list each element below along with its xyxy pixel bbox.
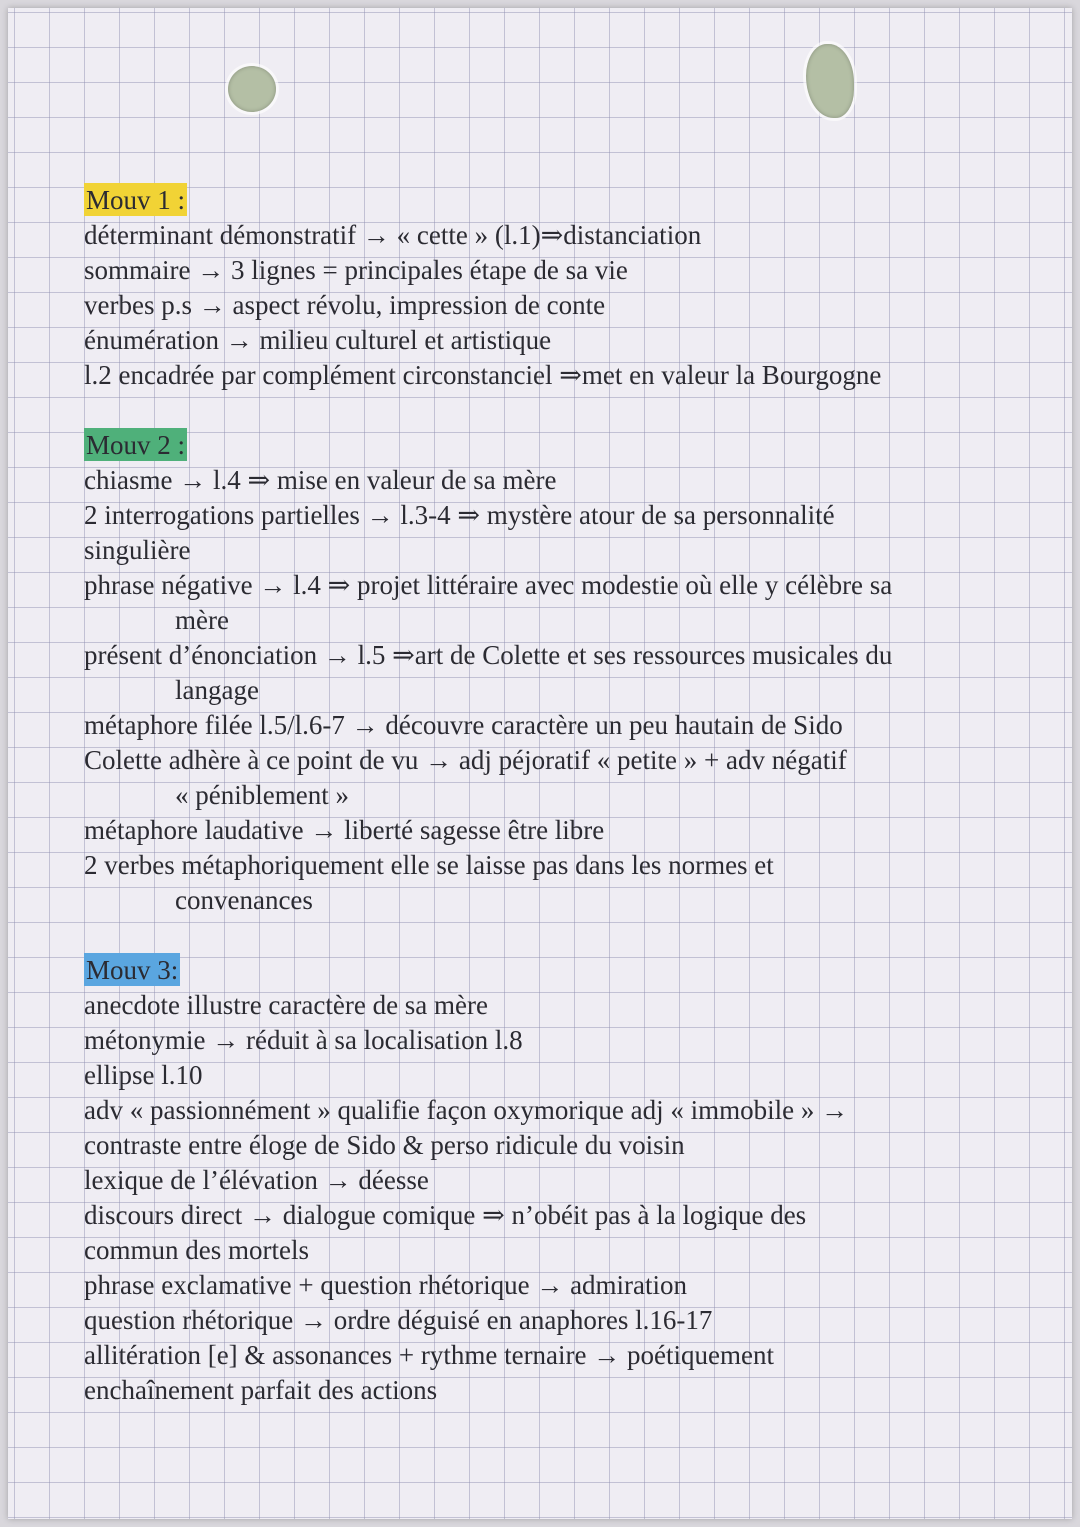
note-line: commun des mortels — [84, 1235, 309, 1265]
note-line: adv « passionnément » qualifie façon oxymorique adj « immobile » → — [84, 1095, 849, 1125]
note-line: 2 interrogations partielles → l.3-4 ⇒ mystère atour de sa personnalité — [84, 500, 835, 530]
spacer — [84, 918, 1014, 953]
heading-label: Mouv 3: — [86, 955, 179, 985]
note-line: discours direct → dialogue comique ⇒ n’obéit pas à la logique des — [84, 1200, 807, 1230]
note-line-continued: mère — [175, 605, 229, 635]
note-line: phrase négative → l.4 ⇒ projet littéraire avec modestie où elle y célèbre sa — [84, 570, 893, 600]
note-line: métaphore filée l.5/l.6-7 → découvre caractère un peu hautain de Sido — [84, 710, 843, 740]
note-line: Colette adhère à ce point de vu → adj péjoratif « petite » + adv négatif — [84, 745, 847, 775]
note-line: anecdote illustre caractère de sa mère — [84, 990, 488, 1020]
punched-hole-right — [806, 44, 854, 118]
note-line: question rhétorique → ordre déguisé en anaphores l.16-17 — [84, 1305, 713, 1335]
note-line: énumération → milieu culturel et artistique — [84, 325, 552, 355]
heading-label: Mouv 1 : — [86, 185, 186, 215]
note-line: ellipse l.10 — [84, 1060, 203, 1090]
note-line: sommaire → 3 lignes = principales étape de sa vie — [84, 255, 628, 285]
punched-hole-left — [228, 66, 276, 112]
note-line: 2 verbes métaphoriquement elle se laisse pas dans les normes et — [84, 850, 774, 880]
section-heading-mouv-2 — [84, 428, 1014, 463]
notes-content — [84, 183, 1014, 1408]
note-line: contraste entre éloge de Sido & perso ridicule du voisin — [84, 1130, 685, 1160]
note-line: enchaînement parfait des actions — [84, 1375, 438, 1405]
note-line: verbes p.s → aspect révolu, impression de conte — [84, 290, 606, 320]
note-line: déterminant démonstratif → « cette » (l.1)⇒distanciation — [84, 220, 702, 250]
note-line: phrase exclamative + question rhétorique → admiration — [84, 1270, 688, 1300]
note-line: métonymie → réduit à sa localisation l.8 — [84, 1025, 523, 1055]
note-line-continued: convenances — [175, 885, 313, 915]
note-line-continued: langage — [175, 675, 259, 705]
note-line: chiasme → l.4 ⇒ mise en valeur de sa mère — [84, 465, 557, 495]
spacer — [84, 393, 1014, 428]
note-line: allitération [e] & assonances + rythme ternaire → poétiquement — [84, 1340, 774, 1370]
note-line: présent d’énonciation → l.5 ⇒art de Colette et ses ressources musicales du — [84, 640, 893, 670]
section-heading-mouv-3 — [84, 953, 1014, 988]
note-line: lexique de l’élévation → déesse — [84, 1165, 429, 1195]
note-line-continued: « péniblement » — [175, 780, 349, 810]
section-heading-mouv-1 — [84, 183, 1014, 218]
note-line: métaphore laudative → liberté sagesse être libre — [84, 815, 605, 845]
note-line: singulière — [84, 535, 191, 565]
note-line: l.2 encadrée par complément circonstanciel ⇒met en valeur la Bourgogne — [84, 360, 882, 390]
heading-label: Mouv 2 : — [86, 430, 186, 460]
